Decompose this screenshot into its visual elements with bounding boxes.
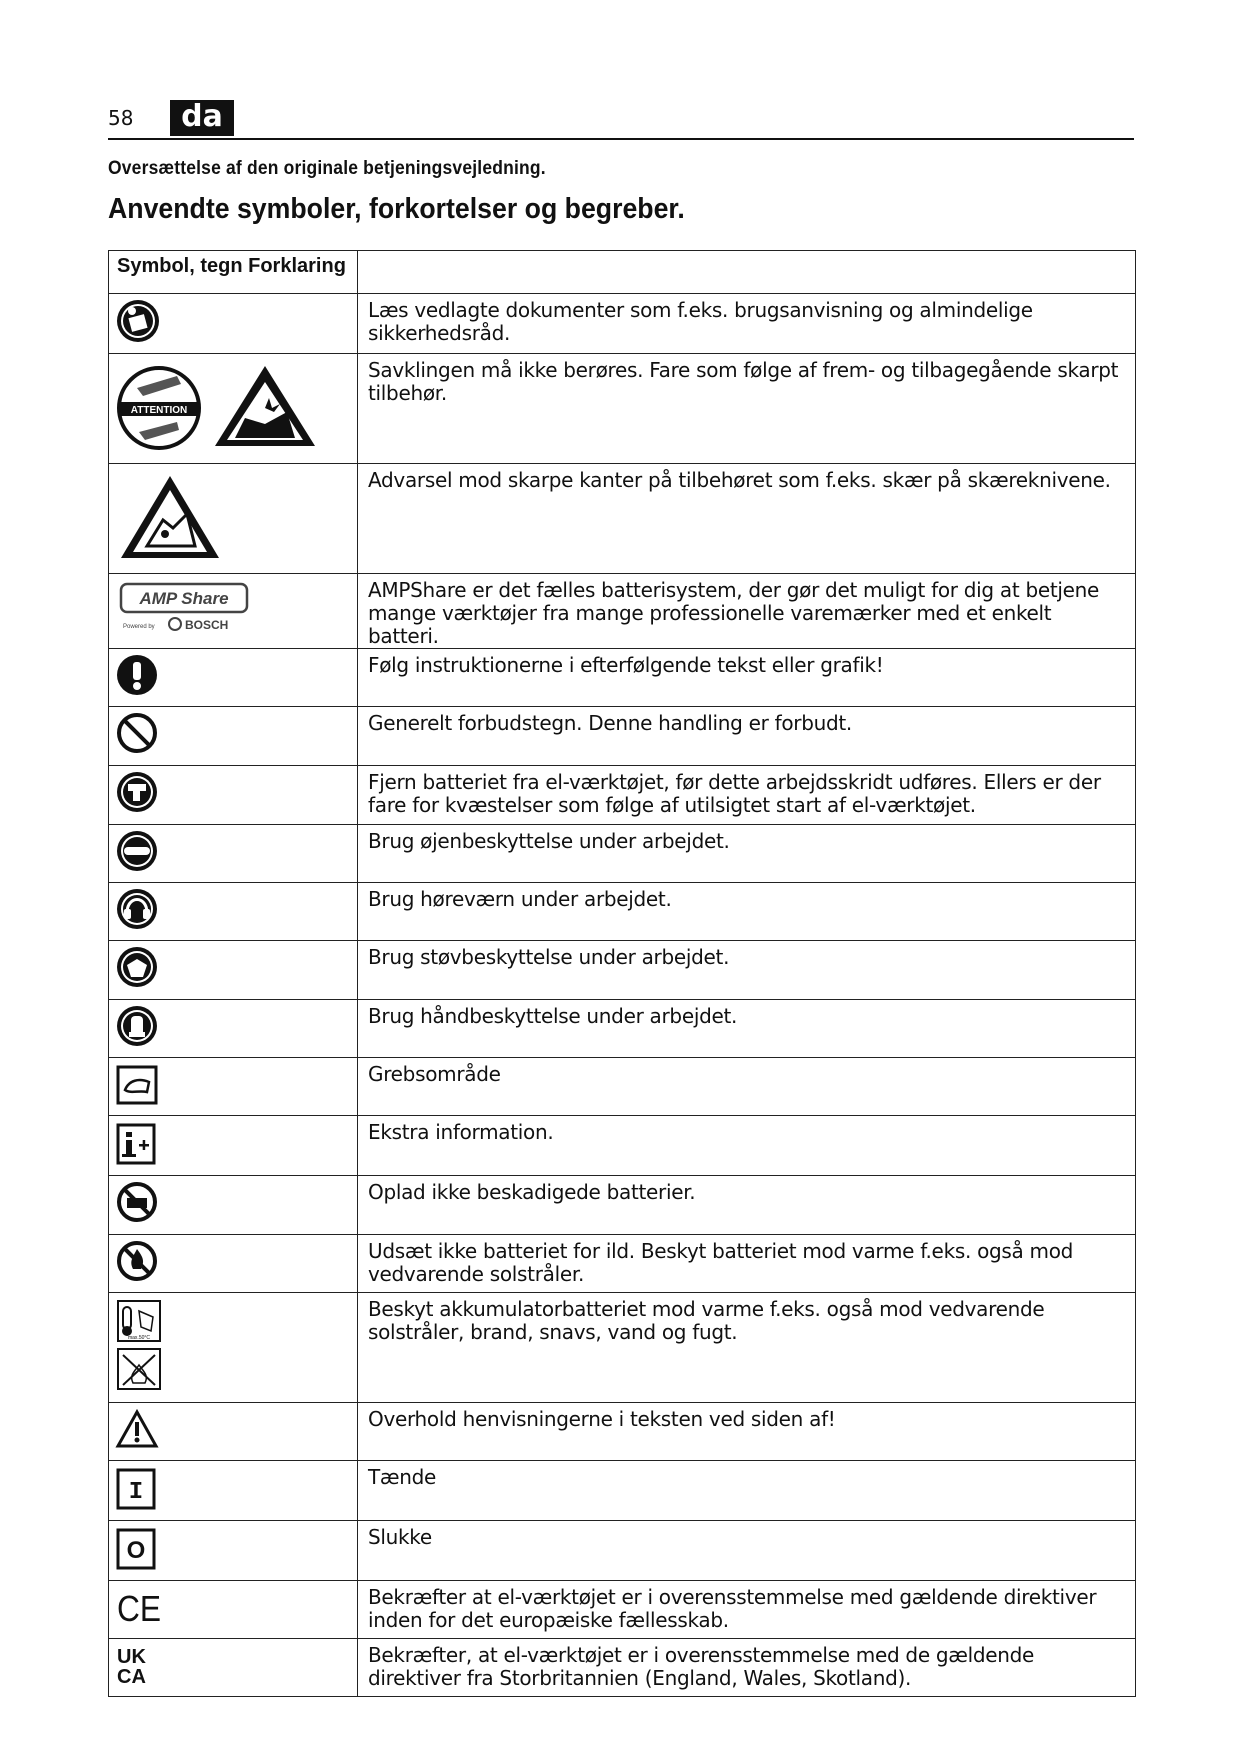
ear-protection-icon: [115, 887, 159, 931]
explanation-text: Tænde: [358, 1461, 1136, 1521]
explanation-text: Oplad ikke beskadigede batterier.: [358, 1176, 1136, 1235]
explanation-text: Savklingen må ikke berøres. Fare som følge af frem- og tilbagegående skarpt tilbehør.: [358, 354, 1136, 464]
bosch-brand-text: BOSCH: [185, 618, 229, 632]
explanation-text: Læs vedlagte dokumenter som f.eks. brugsanvisning og almindelige sikkerhedsråd.: [358, 294, 1136, 354]
dust-mask-icon: [115, 945, 159, 989]
explanation-text: Overhold henvisningerne i teksten ved siden af!: [358, 1403, 1136, 1461]
table-row: [109, 1461, 1136, 1521]
warning-triangle-icon: [115, 1407, 159, 1451]
power-off-icon: [115, 1525, 159, 1571]
table-row: [109, 1521, 1136, 1581]
eye-protection-icon: [115, 829, 159, 873]
no-fire-battery-icon: [115, 1239, 159, 1283]
table-row: [109, 825, 1136, 883]
table-row: [109, 1403, 1136, 1461]
power-on-glyph: I: [128, 1479, 144, 1506]
column-header-explanation: [358, 251, 1136, 294]
table-row: [109, 1235, 1136, 1293]
no-charge-damaged-battery-icon: [115, 1180, 159, 1224]
table-row: [109, 464, 1136, 574]
table-row: [109, 294, 1136, 354]
explanation-text: Brug støvbeskyttelse under arbejdet.: [358, 941, 1136, 1000]
explanation-text: Bekræfter at el-værktøjet er i overensstemmelse med gældende direktiver inden for det europæiske fællesskab.: [358, 1581, 1136, 1639]
page-title: Anvendte symboler, forkortelser og begreber.: [108, 193, 685, 225]
table-row: [109, 1176, 1136, 1235]
sharp-edges-warning-icon: [115, 468, 225, 564]
table-row: [109, 883, 1136, 941]
page-number: 58: [108, 106, 134, 130]
table-row: [109, 354, 1136, 464]
ukca-glyph-top: UK: [117, 1646, 146, 1668]
column-header-symbol: Symbol, tegn Forklaring: [109, 251, 358, 294]
temperature-label: max.50°C: [127, 1335, 151, 1341]
explanation-text: Følg instruktionerne i efterfølgende tekst eller grafik!: [358, 649, 1136, 707]
attention-label: ATTENTION: [130, 405, 188, 416]
table-header-row: [109, 251, 1136, 294]
explanation-text: Advarsel mod skarpe kanter på tilbehøret som f.eks. skær på skæreknivene.: [358, 464, 1136, 574]
symbols-table: [108, 250, 1136, 1697]
table-row: [109, 707, 1136, 766]
table-row: [109, 574, 1136, 649]
table-row: [109, 1000, 1136, 1058]
power-on-icon: [115, 1465, 159, 1511]
page-header: [108, 100, 1134, 140]
table-row: [109, 1581, 1136, 1639]
power-off-glyph: O: [126, 1537, 146, 1564]
explanation-text: Udsæt ikke batteriet for ild. Beskyt batteriet mod varme f.eks. også mod vedvarende solstråler.: [358, 1235, 1136, 1293]
language-tag: da: [170, 100, 234, 136]
table-row: [109, 1293, 1136, 1403]
info-icon: [115, 1120, 159, 1166]
remove-battery-icon: [115, 770, 159, 814]
attention-blade-warning-icon: [115, 358, 325, 454]
ukca-glyph-bottom: CA: [117, 1666, 146, 1687]
ampshare-logo-icon: [115, 578, 255, 634]
explanation-text: Bekræfter, at el-værktøjet er i overensstemmelse med de gældende direktiver fra Storbritannien (England, Wales, Skotland).: [358, 1639, 1136, 1697]
explanation-text: Fjern batteriet fra el-værktøjet, før dette arbejdsskridt udføres. Ellers er der fare for kvæstelser som følge af utilsigtet start af el-værktøjet.: [358, 766, 1136, 825]
explanation-text: Brug håndbeskyttelse under arbejdet.: [358, 1000, 1136, 1058]
table-row: [109, 649, 1136, 707]
explanation-text: Beskyt akkumulatorbatteriet mod varme f.eks. også mod vedvarende solstråler, brand, snavs, vand og fugt.: [358, 1293, 1136, 1403]
battery-temperature-icon: [115, 1297, 165, 1393]
explanation-text: Brug øjenbeskyttelse under arbejdet.: [358, 825, 1136, 883]
hand-protection-icon: [115, 1004, 159, 1048]
table-row: [109, 1058, 1136, 1116]
table-row: [109, 941, 1136, 1000]
table-row: [109, 1116, 1136, 1176]
powered-by-text: Powered by: [123, 624, 155, 630]
read-manual-icon: [115, 298, 161, 344]
document-subtitle: Oversættelse af den originale betjeningsvejledning.: [108, 158, 546, 179]
explanation-text: Ekstra information.: [358, 1116, 1136, 1176]
exclamation-mandatory-icon: [115, 653, 159, 697]
explanation-text: Brug høreværn under arbejdet.: [358, 883, 1136, 941]
explanation-text: Generelt forbudstegn. Denne handling er forbudt.: [358, 707, 1136, 766]
ukca-mark-icon: [115, 1643, 159, 1687]
explanation-text: Slukke: [358, 1521, 1136, 1581]
table-row: [109, 1639, 1136, 1697]
ce-mark-icon: [115, 1585, 165, 1629]
ampshare-logo-text: AMP Share: [139, 589, 229, 608]
ce-glyph: CE: [117, 1588, 161, 1629]
prohibition-icon: [115, 711, 159, 755]
explanation-text: Grebsområde: [358, 1058, 1136, 1116]
explanation-text: AMPShare er det fælles batterisystem, der gør det muligt for dig at betjene mange værktøjer fra mange professionelle varemærker med et enkelt batteri.: [358, 574, 1136, 649]
grip-area-icon: [115, 1062, 159, 1106]
table-row: [109, 766, 1136, 825]
